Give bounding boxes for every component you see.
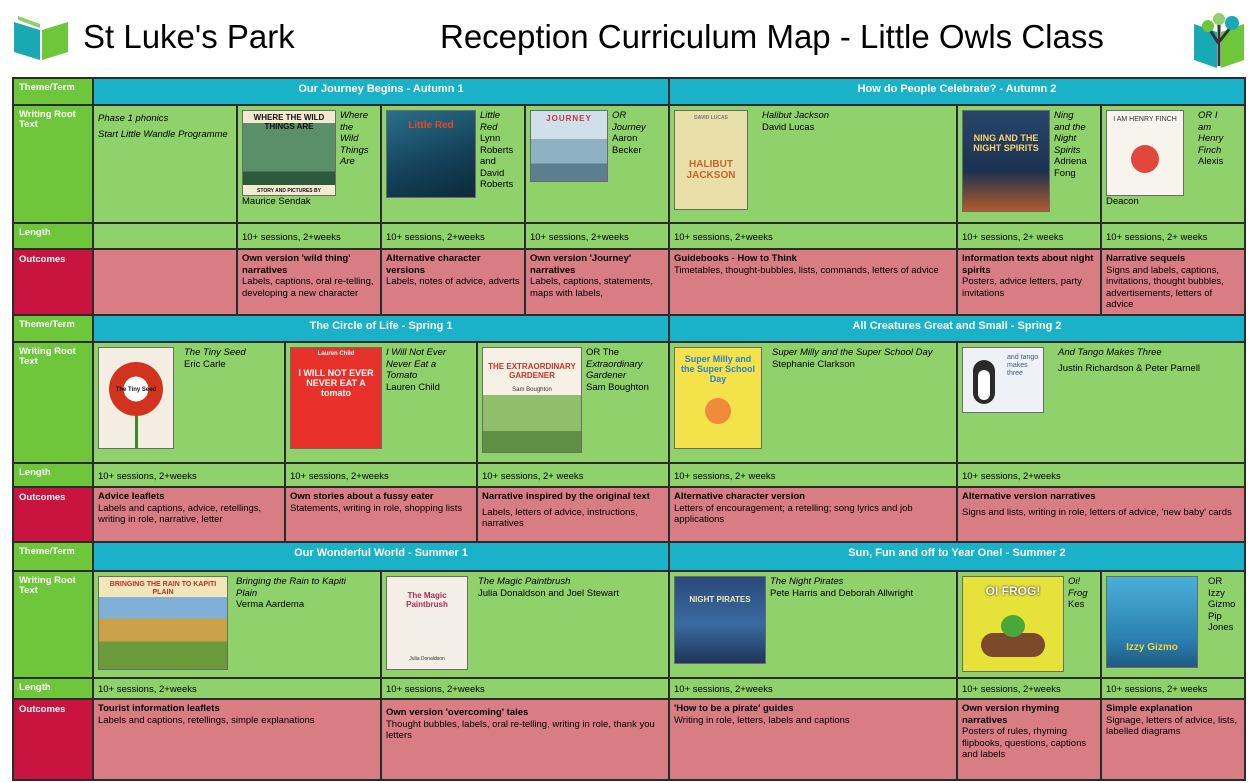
little-red-line-4: Roberts	[480, 144, 514, 156]
length-henry: 10+ sessions, 2+ weeks	[1101, 223, 1245, 249]
gardener-line-3: Gardener	[586, 370, 627, 381]
length-kapiti: 10+ sessions, 2+weeks	[93, 678, 381, 699]
izzy-gizmo-cover-icon	[1106, 576, 1198, 668]
little-red-line-2: Red	[480, 121, 498, 133]
book-izzy-gizmo	[1101, 571, 1245, 678]
night-pirates-author: Pete Harris and Deborah Allwright	[770, 587, 914, 599]
label-length-2: Length	[13, 463, 93, 487]
phonics-line-2: Start Little Wandle Programme	[98, 128, 228, 140]
izzy-line-4: Pip	[1208, 610, 1222, 622]
length-wild-things: 10+ sessions, 2+weeks	[237, 223, 381, 249]
curriculum-grid	[12, 77, 1246, 781]
tiny-seed-cover-title: The Tiny Seed	[115, 387, 157, 393]
theme-autumn-1: Our Journey Begins - Autumn 1	[93, 78, 669, 105]
and-tango-cover-icon	[962, 347, 1044, 413]
wild-things-title-1: Where	[340, 110, 368, 121]
outcome-ning-title: Information texts about night spirits	[962, 253, 1094, 276]
book-henry-finch	[1101, 105, 1245, 223]
journey-line-1: OR	[612, 110, 627, 121]
tiny-seed-title: The Tiny Seed	[184, 347, 246, 358]
night-pirates-cover-title: NIGHT PIRATES	[689, 595, 751, 604]
gardener-cover-sub: Sam Boughton	[512, 387, 552, 393]
page-title: Reception Curriculum Map - Little Owls Class	[440, 18, 1104, 55]
length-tiny-seed: 10+ sessions, 2+weeks	[93, 463, 285, 487]
oi-frog-line-1: Oi!	[1068, 576, 1081, 587]
book-kapiti-plain	[93, 571, 381, 678]
phonics-line-1: Phase 1 phonics	[98, 113, 169, 124]
book-oi-frog	[957, 571, 1101, 678]
little-red-line-1: Little	[480, 110, 501, 121]
outcome-wild-things-text: Labels, captions, oral re-telling, developing a new character	[242, 276, 374, 299]
outcome-kapiti-text: Labels and captions, retellings, simple explanations	[98, 714, 315, 726]
outcome-kapiti-title: Tourist information leaflets	[98, 703, 220, 714]
book-super-milly	[669, 342, 957, 463]
label-length-3: Length	[13, 678, 93, 699]
and-tango-cover-title: and tango makes three	[1007, 354, 1039, 377]
henry-line-5: Alexis	[1198, 156, 1224, 167]
length-little-red: 10+ sessions, 2+weeks	[381, 223, 525, 249]
length-paintbrush: 10+ sessions, 2+weeks	[381, 678, 669, 699]
outcome-night-pirates-title: 'How to be a pirate' guides	[674, 703, 794, 714]
tomato-cover-author: Lauren Child	[317, 351, 355, 357]
outcome-phonics	[93, 249, 237, 315]
label-outcomes-3: Outcomes	[13, 699, 93, 780]
label-writing-root-text: Writing Root Text	[13, 105, 93, 223]
halibut-cover-title: HALIBUT JACKSON	[686, 159, 736, 181]
night-pirates-title: The Night Pirates	[770, 576, 844, 587]
paintbrush-cover-sub: Julia Donaldson	[409, 656, 445, 662]
henry-finch-cover-icon	[1106, 110, 1184, 196]
tomato-line-1: I Will Not Ever	[386, 347, 447, 358]
kapiti-plain-cover-icon	[98, 576, 228, 670]
journey-cover-icon	[530, 110, 608, 182]
outcome-tiny-seed-text: Labels and captions, advice, retellings, writing in role, narrative, letter	[98, 502, 262, 525]
and-tango-author: Justin Richardson & Peter Parnell	[1058, 362, 1201, 374]
outcome-gardener	[477, 487, 669, 542]
paintbrush-cover-title: The Magic Paintbrush	[406, 591, 448, 609]
paintbrush-title: The Magic Paintbrush	[478, 576, 571, 587]
wild-things-title-4: Things	[340, 144, 369, 156]
little-red-line-5: and	[480, 156, 496, 167]
henry-line-4: Finch	[1198, 144, 1222, 156]
and-tango-title: And Tango Makes Three	[1058, 347, 1162, 358]
theme-summer-2: Sun, Fun and off to Year One! - Summer 2	[669, 542, 1245, 571]
outcome-and-tango-text: Signs and lists, writing in role, letters of advice, 'new baby' cards	[962, 506, 1232, 518]
outcome-journey	[525, 249, 669, 315]
outcome-henry	[1101, 249, 1245, 315]
henry-line-3: Henry	[1198, 133, 1224, 144]
tomato-line-4: Lauren Child	[386, 381, 440, 393]
wild-things-cover-title: WHERE THE WILD THINGS ARE	[253, 113, 325, 131]
ning-line-5: Adriena	[1054, 156, 1087, 167]
book-little-red	[381, 105, 525, 223]
outcome-and-tango	[957, 487, 1245, 542]
book-halibut-jackson	[669, 105, 957, 223]
book-wild-things	[237, 105, 381, 223]
kapiti-line-2: Plain	[236, 587, 258, 599]
length-and-tango: 10+ sessions, 2+weeks	[957, 463, 1245, 487]
outcome-izzy-text: Signage, letters of advice, lists, labelled diagrams	[1106, 714, 1237, 737]
tomato-cover-title: I WILL NOT EVER NEVER EAT A tomato	[298, 368, 374, 398]
ning-line-1: Ning	[1054, 110, 1074, 121]
theme-autumn-2: How do People Celebrate? - Autumn 2	[669, 78, 1245, 105]
page-header	[0, 0, 1256, 78]
kapiti-line-1: Bringing the Rain to Kapiti	[236, 576, 346, 587]
outcome-tomato-text: Statements, writing in role, shopping lists	[290, 502, 463, 514]
journey-line-3: Aaron	[612, 133, 638, 144]
length-tomato: 10+ sessions, 2+weeks	[285, 463, 477, 487]
wild-things-title-2: the	[340, 121, 354, 133]
little-red-line-7: Roberts	[480, 179, 514, 190]
outcome-henry-text: Signs and labels, captions, invitations, thought bubbles, advertisements, letters of advice	[1106, 264, 1224, 310]
tree-book-logo-icon	[1190, 10, 1248, 70]
izzy-line-5: Jones	[1208, 622, 1234, 633]
writing-cell-phonics	[93, 105, 237, 223]
length-super-milly: 10+ sessions, 2+ weeks	[669, 463, 957, 487]
ning-line-3: Night	[1054, 133, 1077, 144]
outcome-halibut-text: Timetables, thought-bubbles, lists, commands, letters of advice	[674, 264, 939, 276]
wild-things-cover-sub: STORY AND PICTURES BY	[257, 188, 321, 194]
outcome-ning-text: Posters, advice letters, party invitations	[962, 276, 1082, 299]
ning-line-6: Fong	[1054, 167, 1076, 179]
length-phonics	[93, 223, 237, 249]
outcome-wild-things-title: Own version 'wild thing' narratives	[242, 253, 351, 276]
oi-frog-line-2: Frog	[1068, 587, 1088, 599]
book-never-eat-tomato	[285, 342, 477, 463]
halibut-author: David Lucas	[762, 121, 815, 133]
gardener-cover-icon	[482, 347, 582, 453]
outcome-paintbrush	[381, 699, 669, 780]
henry-line-1: OR I	[1198, 110, 1218, 121]
wild-things-title-3: Wild	[340, 133, 359, 144]
gardener-cover-title: THE EXTRAORDINARY GARDENER	[488, 362, 576, 380]
halibut-cover-author: DAVID LUCAS	[694, 115, 728, 121]
tomato-line-3: Tomato	[386, 370, 418, 381]
journey-line-2: Journey	[612, 121, 646, 133]
outcome-izzy	[1101, 699, 1245, 780]
outcome-super-milly-title: Alternative character version	[674, 491, 805, 502]
izzy-line-1: OR	[1208, 576, 1223, 587]
gardener-line-2: Extraordinary	[586, 358, 643, 370]
label-length: Length	[13, 223, 93, 249]
length-halibut: 10+ sessions, 2+weeks	[669, 223, 957, 249]
oi-frog-cover-icon	[962, 576, 1064, 672]
wild-things-title-5: Are	[340, 156, 355, 167]
length-night-pirates: 10+ sessions, 2+weeks	[669, 678, 957, 699]
ning-line-4: Spirits	[1054, 144, 1081, 156]
outcome-henry-title: Narrative sequels	[1106, 253, 1186, 264]
outcome-paintbrush-text: Thought bubbles, labels, oral re-telling, writing in role, thank you letters	[386, 718, 655, 741]
outcome-and-tango-title: Alternative version narratives	[962, 491, 1096, 502]
outcome-oi-frog	[957, 699, 1101, 780]
paintbrush-author: Julia Donaldson and Joel Stewart	[478, 587, 620, 599]
super-milly-cover-title: Super Milly and the Super School Day	[680, 354, 755, 384]
book-magic-paintbrush	[381, 571, 669, 678]
oi-frog-line-3: Kes	[1068, 599, 1085, 610]
book-extraordinary-gardener	[477, 342, 669, 463]
label-theme-term: Theme/Term	[13, 78, 93, 105]
outcome-paintbrush-title: Own version 'overcoming' tales	[386, 707, 529, 718]
gardener-line-4: Sam Boughton	[586, 381, 649, 393]
outcome-wild-things	[237, 249, 381, 315]
label-theme-term-2: Theme/Term	[13, 315, 93, 342]
length-gardener: 10+ sessions, 2+ weeks	[477, 463, 669, 487]
length-journey: 10+ sessions, 2+weeks	[525, 223, 669, 249]
henry-line-2: am	[1198, 121, 1212, 133]
wild-things-cover-icon	[242, 110, 336, 196]
label-outcomes: Outcomes	[13, 249, 93, 315]
outcome-night-pirates-text: Writing in role, letters, labels and captions	[674, 714, 850, 726]
outcome-super-milly-text: Letters of encouragement; a retelling; song lyrics and job applications	[674, 502, 913, 525]
izzy-cover-title: Izzy Gizmo	[1126, 642, 1178, 653]
theme-spring-2: All Creatures Great and Small - Spring 2	[669, 315, 1245, 342]
henry-author-tail: Deacon	[1106, 196, 1139, 207]
super-milly-title: Super Milly and the Super School Day	[772, 347, 933, 358]
outcome-super-milly	[669, 487, 957, 542]
outcome-halibut-title: Guidebooks - How to Think	[674, 253, 797, 264]
label-theme-term-3: Theme/Term	[13, 542, 93, 571]
night-pirates-cover-icon	[674, 576, 766, 664]
outcome-tomato-title: Own stories about a fussy eater	[290, 491, 434, 502]
label-writing-root-text-2: Writing Root Text	[13, 342, 93, 463]
length-ning: 10+ sessions, 2+ weeks	[957, 223, 1101, 249]
tomato-line-2: Never Eat a	[386, 358, 437, 370]
little-red-cover-icon	[386, 110, 476, 198]
label-writing-root-text-3: Writing Root Text	[13, 571, 93, 678]
kapiti-line-3: Verma Aardema	[236, 599, 305, 610]
outcome-gardener-title: Narrative inspired by the original text	[482, 491, 650, 502]
outcome-little-red	[381, 249, 525, 315]
magic-paintbrush-cover-icon	[386, 576, 468, 670]
little-red-cover-title: Little Red	[408, 120, 454, 131]
ning-cover-title: NING AND THE NIGHT SPIRITS	[973, 133, 1039, 153]
outcome-little-red-text: Labels, notes of advice, adverts	[386, 276, 520, 287]
ning-line-2: and the	[1054, 121, 1086, 133]
super-milly-author: Stephanie Clarkson	[772, 358, 855, 370]
tomato-cover-icon	[290, 347, 382, 449]
little-red-line-6: David	[480, 167, 505, 179]
journey-line-4: Becker	[612, 144, 642, 156]
outcome-gardener-text: Labels, letters of advice, instructions, narratives	[482, 506, 638, 529]
halibut-jackson-cover-icon	[674, 110, 748, 210]
book-and-tango	[957, 342, 1245, 463]
outcome-tiny-seed-title: Advice leaflets	[98, 491, 165, 502]
ning-cover-icon	[962, 110, 1050, 212]
izzy-line-2: Izzy	[1208, 587, 1225, 599]
length-oi-frog: 10+ sessions, 2+weeks	[957, 678, 1101, 699]
theme-spring-1: The Circle of Life - Spring 1	[93, 315, 669, 342]
outcome-oi-frog-text: Posters of rules, rhyming flipbooks, questions, captions and labels	[962, 726, 1087, 760]
open-book-logo-icon	[12, 14, 70, 62]
outcome-halibut	[669, 249, 957, 315]
label-outcomes-2: Outcomes	[13, 487, 93, 542]
outcome-kapiti	[93, 699, 381, 780]
halibut-title: Halibut Jackson	[762, 110, 830, 121]
oi-frog-cover-title: OI FROG!	[985, 584, 1041, 598]
outcome-oi-frog-title: Own version rhyming narratives	[962, 703, 1060, 726]
little-red-line-3: Lynn	[480, 133, 501, 144]
tiny-seed-cover-icon	[98, 347, 174, 449]
theme-summer-1: Our Wonderful World - Summer 1	[93, 542, 669, 571]
henry-cover-title: I AM HENRY FINCH	[1113, 116, 1177, 123]
book-journey	[525, 105, 669, 223]
book-ning	[957, 105, 1101, 223]
outcome-izzy-title: Simple explanation	[1106, 703, 1193, 714]
outcome-tiny-seed	[93, 487, 285, 542]
outcome-tomato	[285, 487, 477, 542]
book-tiny-seed	[93, 342, 285, 463]
outcome-little-red-title: Alternative character versions	[386, 253, 481, 276]
tiny-seed-author: Eric Carle	[184, 358, 226, 370]
outcome-ning	[957, 249, 1101, 315]
journey-cover-title: JOURNEY	[546, 114, 592, 123]
super-milly-cover-icon	[674, 347, 762, 449]
gardener-line-1: OR The	[586, 347, 620, 358]
kapiti-cover-title: BRINGING THE RAIN TO KAPITI PLAIN	[109, 581, 217, 596]
outcome-journey-text: Labels, captions, statements, maps with labels,	[530, 276, 654, 299]
outcome-journey-title: Own version 'Journey' narratives	[530, 253, 632, 276]
izzy-line-3: Gizmo	[1208, 599, 1236, 610]
wild-things-author: Maurice Sendak	[242, 196, 311, 207]
outcome-night-pirates	[669, 699, 957, 780]
length-izzy: 10+ sessions, 2+ weeks	[1101, 678, 1245, 699]
school-name: St Luke's Park	[83, 18, 295, 55]
book-night-pirates	[669, 571, 957, 678]
